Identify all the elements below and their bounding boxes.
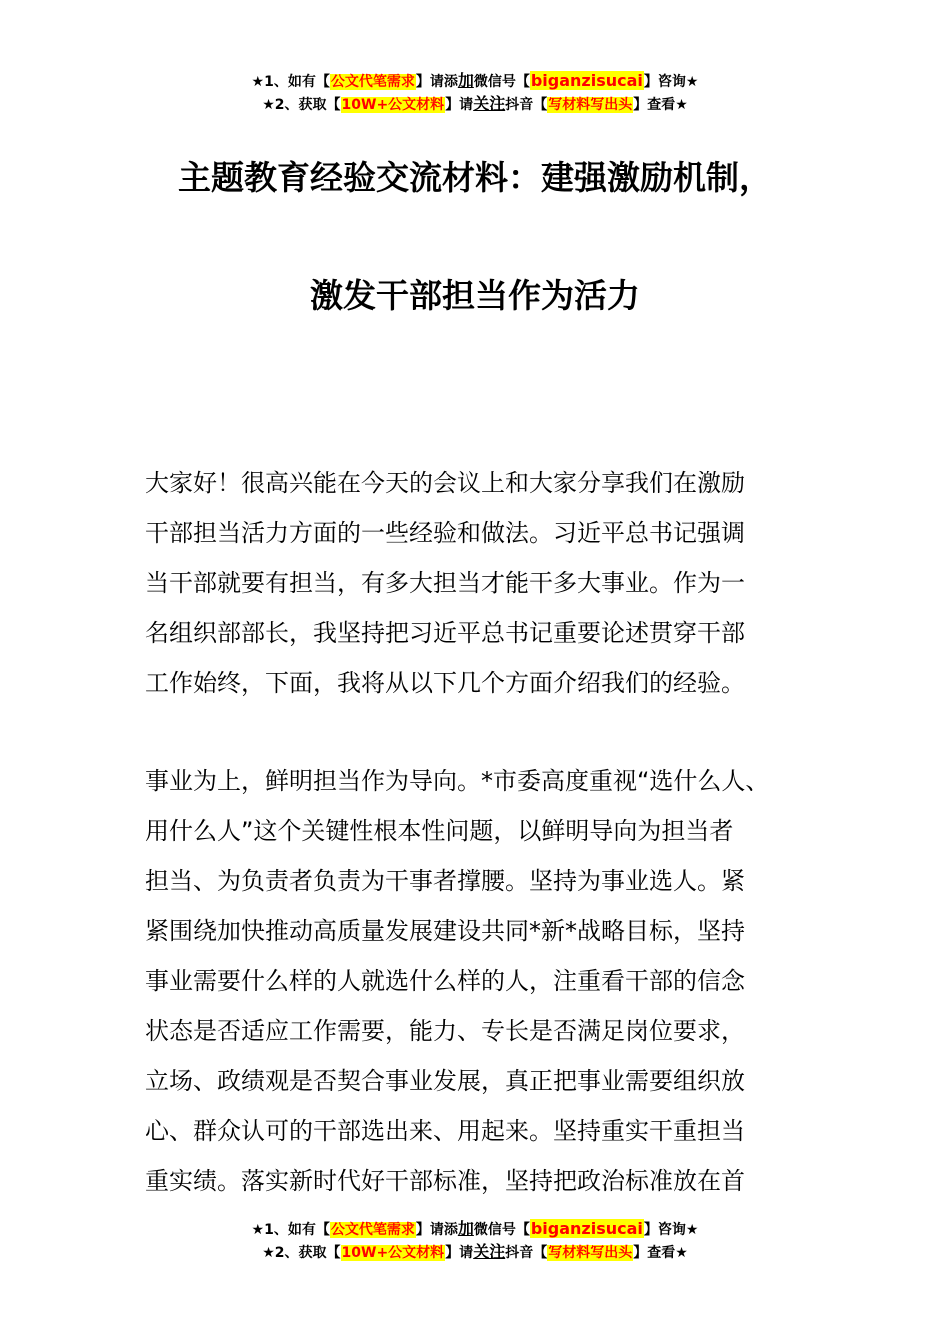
promo-text: 抖音【	[505, 1245, 548, 1261]
promo-line-2	[0, 93, 950, 116]
text-line: 用什么人”这个关键性根本性问题，以鲜明导向为担当者	[145, 817, 734, 845]
promo-highlight: 10W+公文材料	[341, 1245, 445, 1261]
promo-emphasis: 加	[457, 71, 474, 90]
promo-highlight: 10W+公文材料	[341, 97, 445, 113]
header-promo-banner	[0, 70, 950, 116]
text-line: 事业为上，鲜明担当作为导向。*市委高度重视“选什么人、	[145, 767, 770, 795]
text-line: 干部担当活力方面的一些经验和做法。习近平总书记强调	[145, 519, 745, 547]
promo-wechat-id: biganzisucai	[530, 71, 643, 90]
promo-highlight: 公文代笔需求	[330, 74, 415, 90]
promo-text: 】咨询★	[643, 74, 699, 90]
text-line: 事业需要什么样的人就选什么样的人，注重看干部的信念	[145, 967, 745, 995]
text-line: 状态是否适应工作需要，能力、专长是否满足岗位要求，	[145, 1017, 745, 1045]
promo-text: 】查看★	[633, 1245, 688, 1261]
promo-text: 】查看★	[633, 97, 688, 113]
text-line: 工作始终，下面，我将从以下几个方面介绍我们的经验。	[145, 669, 745, 697]
promo-emphasis: 关注	[473, 94, 506, 113]
promo-emphasis: 加	[457, 1219, 474, 1238]
text-line: 当干部就要有担当，有多大担当才能干多大事业。作为一	[145, 569, 745, 597]
promo-text: ★1、如有【	[251, 1222, 330, 1238]
promo-line-2	[0, 1241, 950, 1264]
promo-line-1	[0, 70, 950, 93]
paragraph-intro	[145, 458, 815, 708]
promo-highlight: 公文代笔需求	[330, 1222, 415, 1238]
promo-emphasis: 关注	[473, 1242, 506, 1261]
text-line: 大家好！很高兴能在今天的会议上和大家分享我们在激励	[145, 469, 745, 497]
text-line: 重实绩。落实新时代好干部标准，坚持把政治标准放在首	[145, 1167, 745, 1195]
document-title-line-2: 激发干部担当作为活力	[310, 276, 640, 315]
promo-text: 抖音【	[505, 97, 548, 113]
document-title-line-1: 主题教育经验交流材料：建强激励机制，	[178, 158, 772, 197]
promo-text: 微信号【	[473, 74, 530, 90]
text-line: 立场、政绩观是否契合事业发展，真正把事业需要组织放	[145, 1067, 745, 1095]
promo-douyin-id: 写材料写出头	[548, 1245, 633, 1261]
text-line: 名组织部部长，我坚持把习近平总书记重要论述贯穿干部	[145, 619, 745, 647]
promo-text: 】请	[445, 97, 474, 113]
promo-wechat-id: biganzisucai	[530, 1219, 643, 1238]
text-line: 心、群众认可的干部选出来、用起来。坚持重实干重担当	[145, 1117, 745, 1145]
promo-text: 】咨询★	[643, 1222, 699, 1238]
promo-text: 】请	[445, 1245, 474, 1261]
paragraph-section-1	[145, 756, 815, 1206]
footer-promo-banner	[0, 1218, 950, 1264]
promo-douyin-id: 写材料写出头	[548, 97, 633, 113]
promo-text: ★2、获取【	[262, 97, 341, 113]
promo-text: ★2、获取【	[262, 1245, 341, 1261]
promo-text: ★1、如有【	[251, 74, 330, 90]
promo-text: 】请添	[415, 1222, 458, 1238]
text-line: 担当、为负责者负责为干事者撑腰。坚持为事业选人。紧	[145, 867, 745, 895]
promo-text: 】请添	[415, 74, 458, 90]
promo-text: 微信号【	[473, 1222, 530, 1238]
text-line: 紧围绕加快推动高质量发展建设共同*新*战略目标，坚持	[145, 917, 745, 945]
promo-line-1	[0, 1218, 950, 1241]
